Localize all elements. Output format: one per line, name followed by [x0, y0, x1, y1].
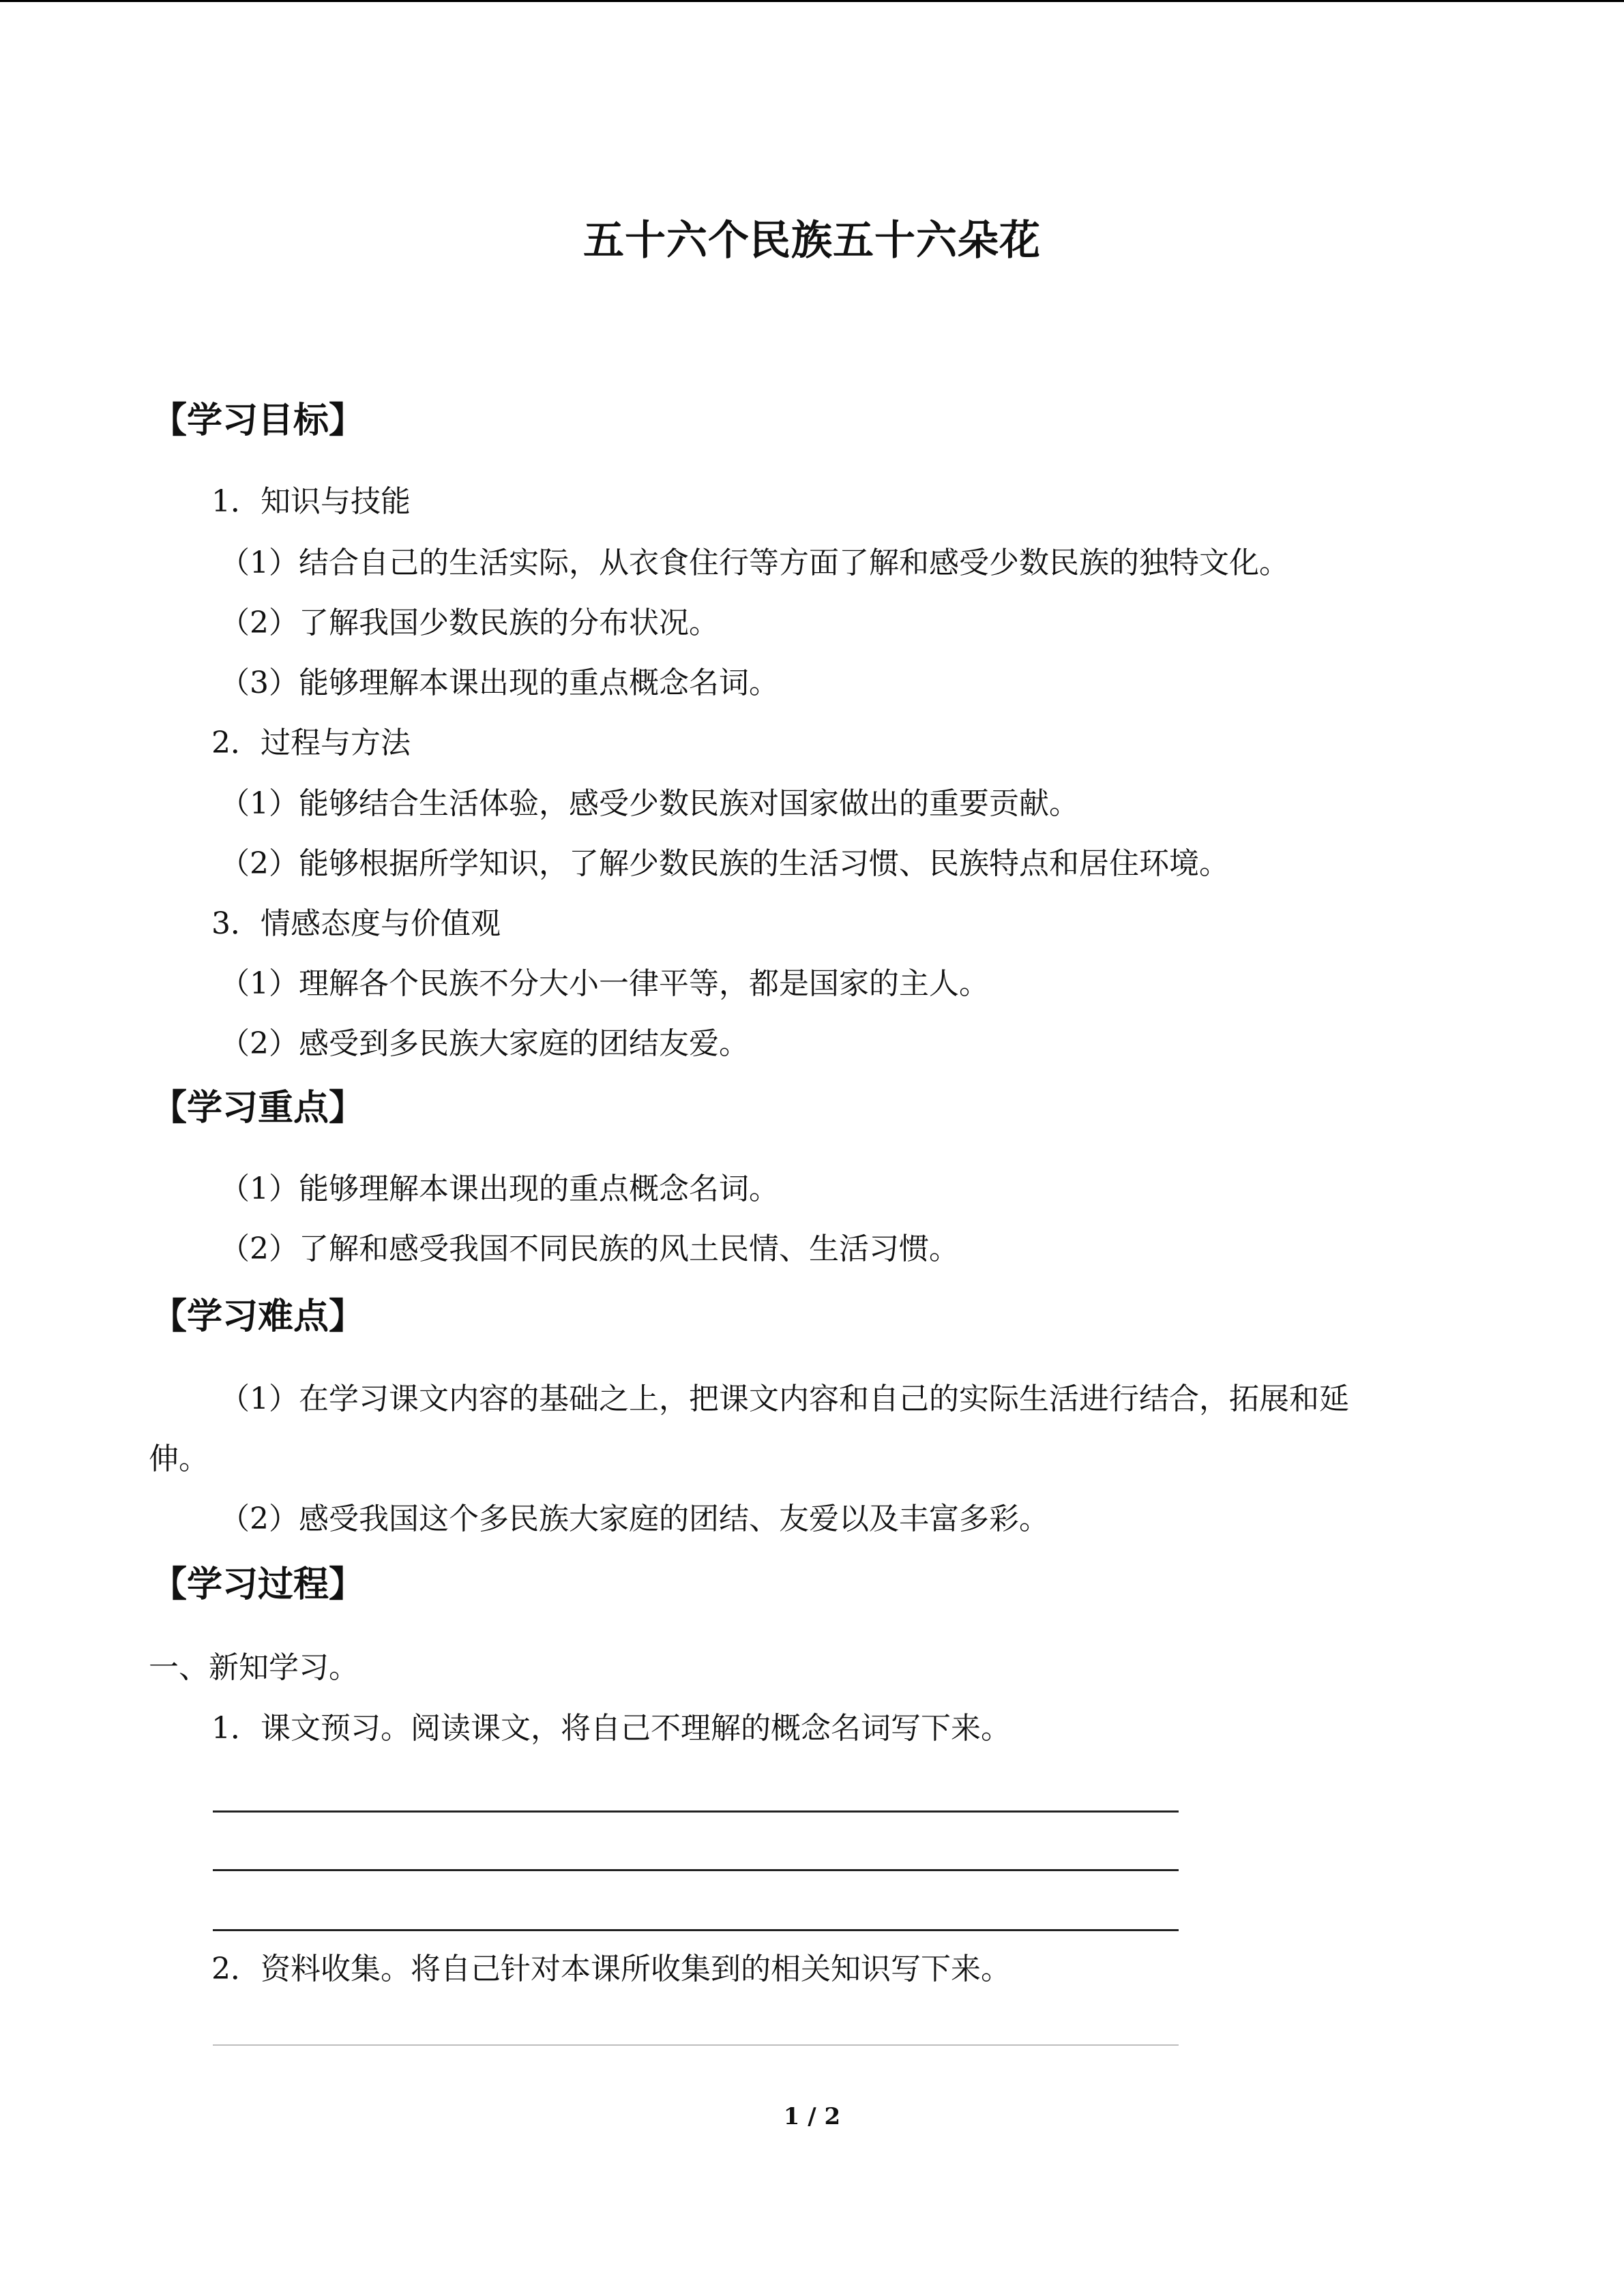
difficulty-line: （2）感受我国这个多民族大家庭的团结、友爱以及丰富多彩。	[220, 1502, 1049, 1536]
process-line: 2．资料收集。将自己针对本课所收集到的相关知识写下来。	[211, 1952, 1011, 1986]
heading-difficulties: 【学习难点】	[151, 1296, 365, 1337]
heading-objectives: 【学习目标】	[151, 400, 365, 441]
heading-process: 【学习过程】	[151, 1564, 365, 1605]
objective-line: （2）了解我国少数民族的分布状况。	[220, 606, 719, 640]
top-border	[0, 0, 1624, 2]
page-number: 1 / 2	[783, 2103, 841, 2130]
objective-line: （2）感受到多民族大家庭的团结友爱。	[220, 1026, 749, 1061]
objective-line: （1）结合自己的生活实际，从衣食住行等方面了解和感受少数民族的独特文化。	[220, 546, 1289, 580]
answer-blank-line[interactable]	[213, 1869, 1179, 1871]
answer-blank-line[interactable]	[213, 1929, 1179, 1931]
process-line: 一、新知学习。	[149, 1650, 359, 1685]
document-title: 五十六个民族五十六朵花	[583, 217, 1041, 265]
objective-line: （3）能够理解本课出现的重点概念名词。	[220, 666, 779, 700]
difficulty-line: （1）在学习课文内容的基础之上，把课文内容和自己的实际生活进行结合，拓展和延	[220, 1382, 1349, 1416]
heading-key-points: 【学习重点】	[151, 1088, 365, 1129]
answer-blank-line[interactable]	[213, 1810, 1179, 1813]
difficulty-line: 伸。	[149, 1442, 209, 1476]
objective-line: （1）理解各个民族不分大小一律平等，都是国家的主人。	[220, 966, 989, 1001]
objective-line: （2）能够根据所学知识，了解少数民族的生活习惯、民族特点和居住环境。	[220, 846, 1229, 881]
objective-line: 3．情感态度与价值观	[211, 906, 501, 941]
objective-line: 2．过程与方法	[211, 726, 411, 760]
objective-line: （1）能够结合生活体验，感受少数民族对国家做出的重要贡献。	[220, 786, 1079, 821]
key-point-line: （1）能够理解本课出现的重点概念名词。	[220, 1172, 779, 1206]
objective-line: 1．知识与技能	[211, 484, 411, 519]
process-line: 1．课文预习。阅读课文，将自己不理解的概念名词写下来。	[211, 1711, 1011, 1746]
key-point-line: （2）了解和感受我国不同民族的风土民情、生活习惯。	[220, 1232, 959, 1266]
answer-blank-line[interactable]	[213, 2044, 1179, 2046]
